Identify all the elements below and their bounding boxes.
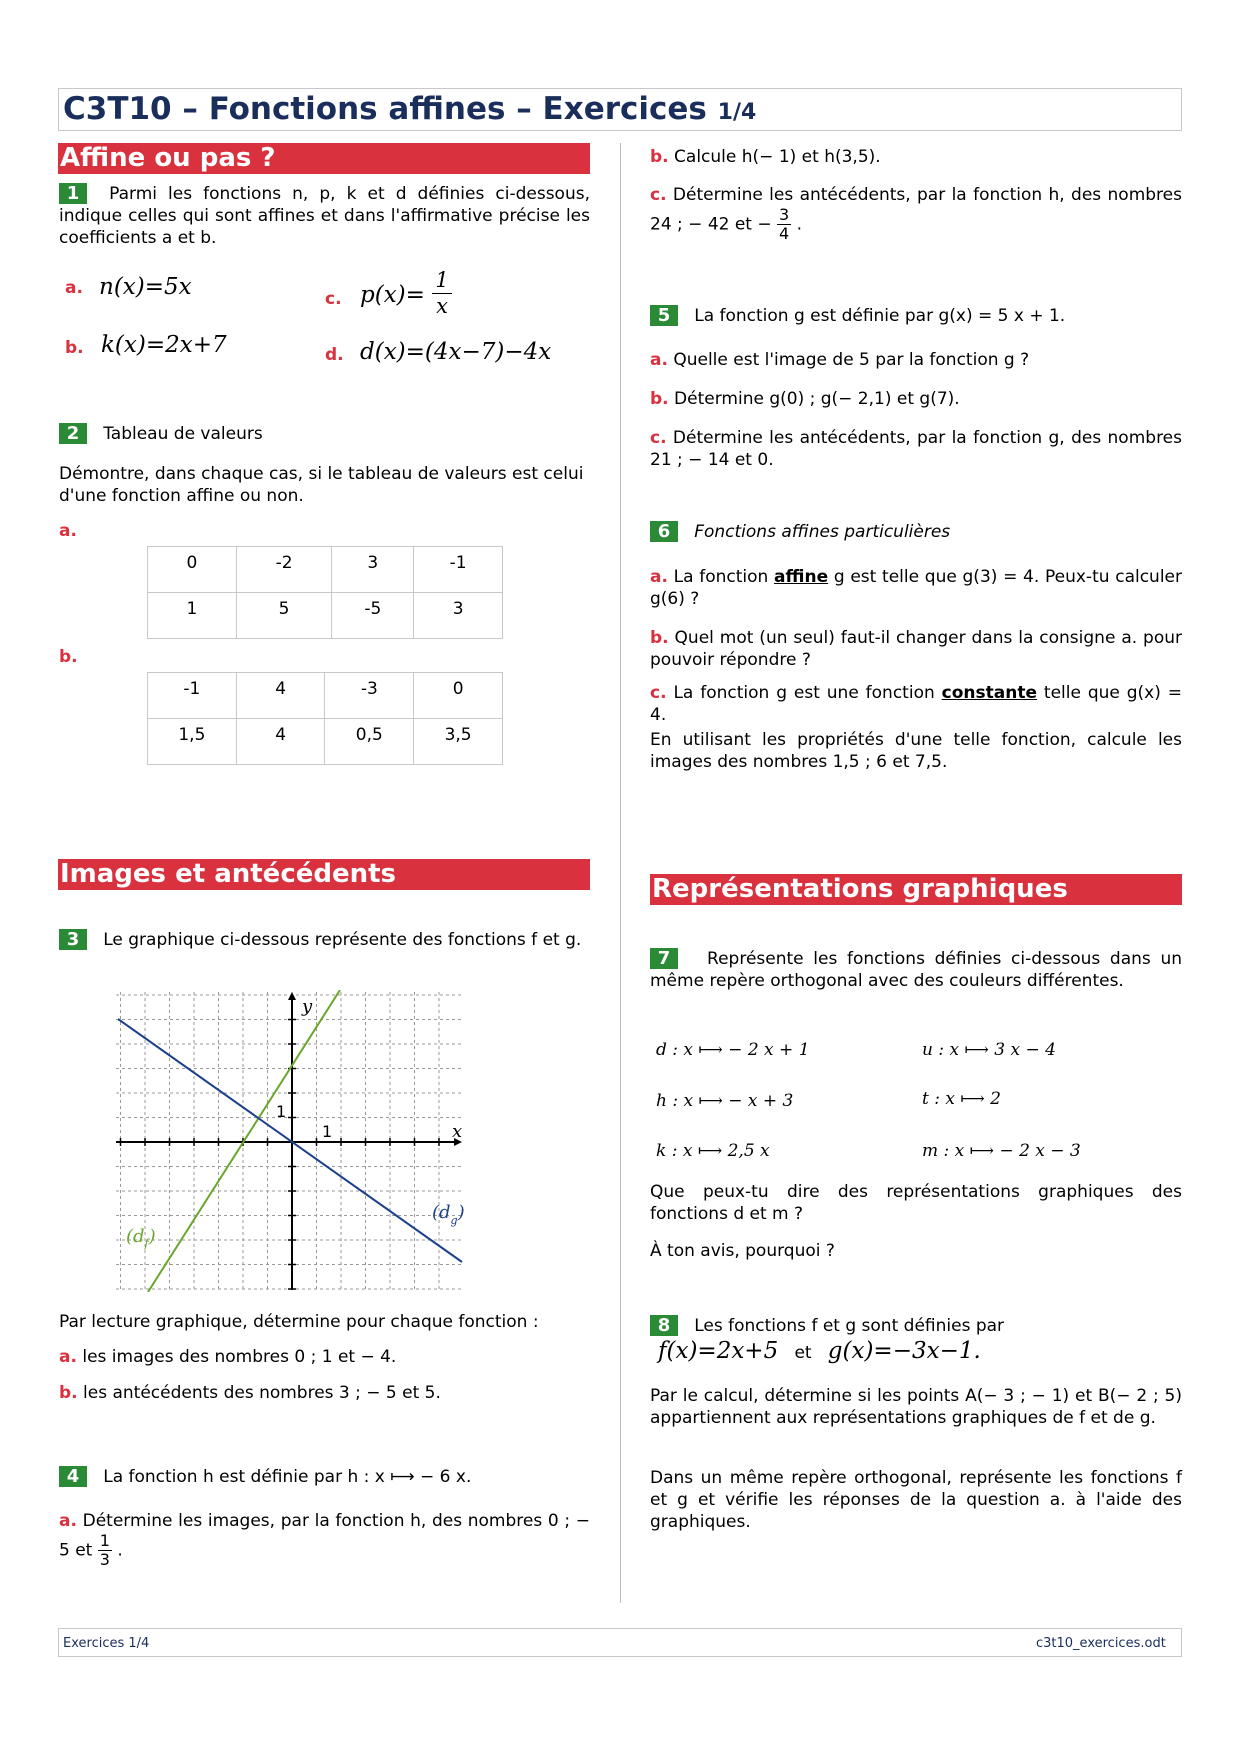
exercise-number: 3 bbox=[59, 929, 87, 950]
y-axis-label: y bbox=[302, 996, 313, 1017]
fraction-denominator: 4 bbox=[779, 224, 790, 243]
table-cell: 5 bbox=[236, 593, 332, 639]
exercise-5-intro: La fonction g est définie par g(x) = 5 x + 1. bbox=[694, 306, 1066, 326]
formula-g: g(x)=−3x−1. bbox=[827, 1338, 981, 1364]
exercise-2-title: Tableau de valeurs bbox=[103, 424, 263, 444]
table-cell: -2 bbox=[236, 547, 332, 593]
exercise-4 bbox=[59, 1466, 590, 1488]
exercise-5 bbox=[650, 305, 1182, 327]
def-t: t : x ⟼ 2 bbox=[922, 1089, 1001, 1109]
ex1-a-label: a. bbox=[65, 278, 83, 298]
fraction bbox=[777, 206, 791, 243]
item-text: les images des nombres 0 ; 1 et − 4. bbox=[82, 1347, 397, 1367]
exercise-2-header bbox=[59, 423, 590, 445]
page-number: 1/4 bbox=[717, 100, 757, 125]
exercise-number: 1 bbox=[59, 183, 87, 204]
ex1-c-fraction bbox=[432, 268, 452, 319]
table-cell: 0 bbox=[148, 547, 237, 593]
exercise-number: 4 bbox=[59, 1466, 87, 1487]
exercise-2-intro: Démontre, dans chaque cas, si le tableau de valeurs est celui d'une fonction affine ou non. bbox=[59, 464, 584, 506]
item-text: les antécédents des nombres 3 ; − 5 et 5. bbox=[83, 1383, 441, 1403]
def-m: m : x ⟼ − 2 x − 3 bbox=[922, 1141, 1081, 1161]
exercise-4-intro: La fonction h est définie par h : x ⟼ − 6 x. bbox=[103, 1467, 472, 1487]
function-graph bbox=[116, 990, 468, 1292]
exercise-4-b bbox=[650, 146, 1182, 168]
def-h: h : x ⟼ − x + 3 bbox=[656, 1091, 794, 1111]
exercise-6-b bbox=[650, 627, 1182, 671]
formula-f: f(x)=2x+5 bbox=[658, 1338, 779, 1364]
item-label: a. bbox=[650, 350, 668, 370]
unit-y-label: 1 bbox=[276, 1102, 287, 1121]
exercise-1-intro: Parmi les fonctions n, p, k et d définies ci-dessous, indique celles qui sont affines et dans l'affirmative précise les coefficients a et b. bbox=[59, 184, 590, 248]
conjunction: et bbox=[794, 1343, 812, 1363]
exercise-3-a bbox=[59, 1346, 590, 1368]
exercise-7-intro: Représente les fonctions définies ci-dessous dans un même repère orthogonal avec des couleurs différentes. bbox=[650, 949, 1182, 991]
exercise-8-p1: Par le calcul, détermine si les points A(− 3 ; − 1) et B(− 2 ; 5) appartiennent aux représentations graphiques de f et de g. bbox=[650, 1386, 1182, 1428]
table-cell: -5 bbox=[332, 593, 414, 639]
table-cell: 3 bbox=[332, 547, 414, 593]
fraction-numerator: 1 bbox=[99, 1531, 110, 1550]
svg-text:(dg): $(d_g)$ bbox=[432, 1202, 465, 1227]
exercise-number: 5 bbox=[650, 305, 678, 326]
label-d-g bbox=[432, 1202, 465, 1227]
item-text: telle que g(x) = 4. bbox=[650, 683, 1183, 725]
item-label: a. bbox=[59, 1347, 77, 1367]
exercise-3-question: Par lecture graphique, détermine pour chaque fonction : bbox=[59, 1312, 539, 1332]
item-label: c. bbox=[650, 185, 667, 205]
table-cell: -1 bbox=[414, 547, 503, 593]
exercise-7-q1: Que peux-tu dire des représentations graphiques des fonctions d et m ? bbox=[650, 1182, 1182, 1224]
item-label: a. bbox=[59, 1511, 77, 1531]
item-label: b. bbox=[650, 389, 669, 409]
exercise-5-a bbox=[650, 349, 1182, 371]
page-title: C3T10 – Fonctions affines – Exercices 1/4 bbox=[63, 91, 757, 127]
value-table-b bbox=[147, 672, 503, 765]
ex1-c-label: c. bbox=[325, 289, 342, 309]
exercise-6-title: Fonctions affines particulières bbox=[694, 522, 951, 542]
ex1-d-expr: d(x)=(4x−7)−4x bbox=[360, 339, 552, 365]
exercise-number: 2 bbox=[59, 423, 87, 444]
emphasis-word: constante bbox=[941, 683, 1037, 703]
table-cell: -3 bbox=[325, 673, 414, 719]
exercise-8-p2: Dans un même repère orthogonal, représente les fonctions f et g et vérifie les réponses de la question a. à l'aide des graphiques. bbox=[650, 1468, 1182, 1532]
exercise-number: 7 bbox=[650, 948, 678, 969]
table-cell: -1 bbox=[148, 673, 237, 719]
exercise-6-c-text: En utilisant les propriétés d'une telle fonction, calcule les images des nombres 1,5 ; 6 et 7,5. bbox=[650, 730, 1182, 772]
exercise-3-b bbox=[59, 1382, 590, 1404]
ex1-b-label: b. bbox=[65, 338, 84, 358]
def-k: k : x ⟼ 2,5 x bbox=[656, 1141, 770, 1161]
ex1-b-expr: k(x)=2x+7 bbox=[101, 332, 227, 358]
exercise-3-intro: Le graphique ci-dessous représente des fonctions f et g. bbox=[103, 930, 582, 950]
item-text: Détermine les antécédents, par la fonction h, des nombres 24 ; − 42 et − bbox=[650, 185, 1182, 235]
item-text: Détermine g(0) ; g(− 2,1) et g(7). bbox=[674, 389, 960, 409]
ex1-d-label: d. bbox=[325, 345, 344, 365]
item-text: La fonction g est une fonction bbox=[673, 683, 935, 703]
ex2-a-label: a. bbox=[59, 521, 77, 541]
item-text: La fonction bbox=[673, 567, 769, 587]
table-cell: 0,5 bbox=[325, 719, 414, 765]
item-label: b. bbox=[650, 147, 669, 167]
fraction-numerator: 3 bbox=[779, 205, 790, 224]
table-cell: 3 bbox=[414, 593, 503, 639]
item-label: c. bbox=[650, 683, 667, 703]
exercise-3 bbox=[59, 929, 590, 951]
table-cell: 4 bbox=[236, 719, 325, 765]
item-label: a. bbox=[650, 567, 668, 587]
item-text: Détermine les images, par la fonction h, des nombres 0 ; − 5 et bbox=[59, 1511, 591, 1561]
table-cell: 4 bbox=[236, 673, 325, 719]
footer-left: Exercices 1/4 bbox=[63, 1636, 150, 1651]
fraction bbox=[98, 1532, 112, 1569]
fraction-denominator: x bbox=[436, 294, 448, 318]
item-text: g est telle que g(3) = 4. Peux-tu calculer g(6) ? bbox=[650, 567, 1182, 609]
exercise-6-header bbox=[650, 521, 1182, 543]
item-text: Quel mot (un seul) faut-il changer dans la consigne a. pour pouvoir répondre ? bbox=[650, 628, 1182, 670]
section-affine-ou-pas: Affine ou pas ? bbox=[58, 143, 590, 174]
exercise-1 bbox=[59, 183, 590, 249]
table-row bbox=[148, 593, 503, 639]
footer-box bbox=[58, 1628, 1182, 1657]
exercise-8-intro: Les fonctions f et g sont définies par bbox=[694, 1316, 1005, 1336]
item-text: Quelle est l'image de 5 par la fonction g ? bbox=[673, 350, 1030, 370]
column-divider bbox=[620, 143, 621, 1603]
table-row bbox=[148, 673, 503, 719]
exercise-6-c bbox=[650, 682, 1182, 726]
table-cell: 3,5 bbox=[414, 719, 503, 765]
def-u: u : x ⟼ 3 x − 4 bbox=[922, 1040, 1056, 1060]
item-label: b. bbox=[59, 1383, 78, 1403]
item-text: Calcule h(− 1) et h(3,5). bbox=[674, 147, 881, 167]
svg-text:(df): $(d_f)$ bbox=[126, 1226, 156, 1250]
exercise-8-formulas bbox=[658, 1338, 981, 1364]
section-representations: Représentations graphiques bbox=[650, 874, 1182, 905]
exercise-6-a bbox=[650, 566, 1182, 610]
ex1-a-expr: n(x)=5x bbox=[99, 274, 192, 300]
table-cell: 0 bbox=[414, 673, 503, 719]
exercise-8 bbox=[650, 1315, 1182, 1337]
section-images-antecedents: Images et antécédents bbox=[58, 859, 590, 890]
table-row bbox=[148, 719, 503, 765]
exercise-4-c: c. Détermine les antécédents, par la fonction h, des nombres 24 ; − 42 et − $\frac{3}{4}$ . bbox=[650, 185, 1182, 243]
x-axis-label: x bbox=[452, 1121, 463, 1142]
fraction-numerator: 1 bbox=[432, 268, 452, 294]
footer-right: c3t10_exercices.odt bbox=[1036, 1636, 1166, 1651]
emphasis-word: affine bbox=[774, 567, 829, 587]
fraction-denominator: 3 bbox=[99, 1550, 110, 1569]
exercise-4-a: a. Détermine les images, par la fonction h, des nombres 0 ; − 5 et $\frac{1}{3}$ . bbox=[59, 1511, 591, 1569]
exercise-number: 8 bbox=[650, 1315, 678, 1336]
def-d: d : x ⟼ − 2 x + 1 bbox=[656, 1040, 810, 1060]
exercise-5-c bbox=[650, 427, 1182, 471]
exercise-5-b bbox=[650, 388, 1182, 410]
item-label: c. bbox=[650, 428, 667, 448]
item-label: b. bbox=[650, 628, 669, 648]
exercise-number: 6 bbox=[650, 521, 678, 542]
table-cell: 1,5 bbox=[148, 719, 237, 765]
table-cell: 1 bbox=[148, 593, 237, 639]
label-d-f bbox=[126, 1226, 156, 1250]
ex1-c-expr-left: p(x)= bbox=[360, 282, 425, 308]
exercise-7 bbox=[650, 948, 1182, 992]
item-text: Détermine les antécédents, par la fonction g, des nombres 21 ; − 14 et 0. bbox=[650, 428, 1182, 470]
table-row bbox=[148, 547, 503, 593]
unit-x-label: 1 bbox=[322, 1122, 333, 1141]
axis-ticks bbox=[121, 1020, 440, 1290]
ex2-b-label: b. bbox=[59, 647, 78, 667]
value-table-a bbox=[147, 546, 503, 639]
exercise-7-q2: À ton avis, pourquoi ? bbox=[650, 1241, 835, 1261]
